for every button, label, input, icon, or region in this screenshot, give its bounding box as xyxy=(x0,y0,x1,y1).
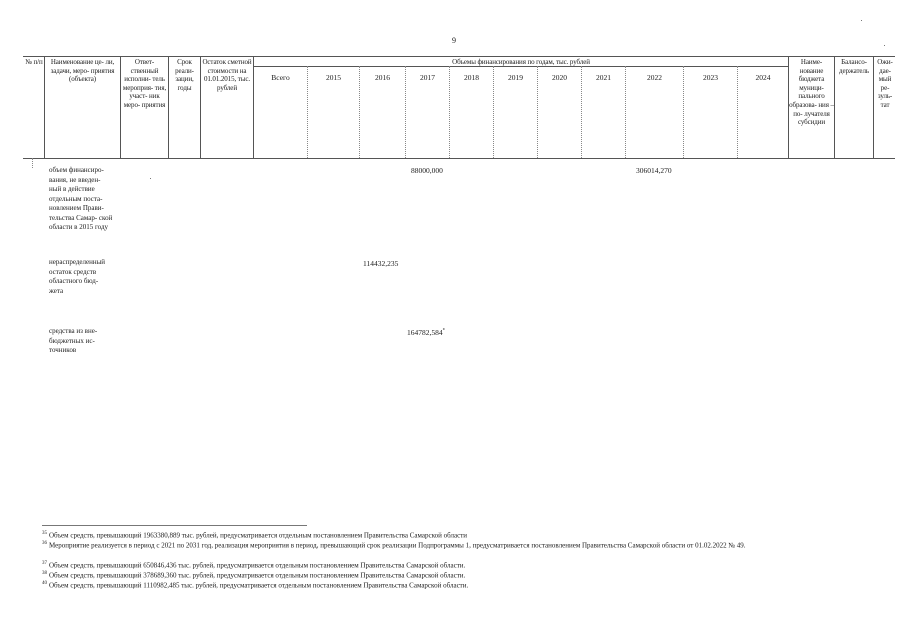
header-year: 2022 xyxy=(647,73,662,82)
header-responsible: Ответ- ственный исполни- тель мероприя- тия, участ- ник меро- приятия xyxy=(122,58,167,109)
header-bottom-border xyxy=(23,158,895,159)
header-year: 2019 xyxy=(508,73,523,82)
header-balance-holder: Балансо- держатель xyxy=(839,58,869,75)
header-year: 2018 xyxy=(464,73,479,82)
header-term: Срок реали- зации, годы xyxy=(175,58,194,92)
scan-speck xyxy=(150,178,151,179)
table-top-border xyxy=(23,56,895,57)
page-number: 9 xyxy=(452,36,456,45)
header-year: 2020 xyxy=(552,73,567,82)
header-number: № п/п xyxy=(25,58,43,66)
row-label: объем финансиро- вания, не введен- ный в действие отдельным поста- новлением Прави- тельства Самар- ской области в 2015 году xyxy=(49,166,113,231)
footnote: $^{38}$ Объем средств, превышающий 378689,360 тыс. рублей, предусматривается отдельным постановлением Правительства Самарской области. xyxy=(42,571,466,580)
footnote: $^{37}$ Объем средств, превышающий 650846,436 тыс. рублей, предусматривается отдельным постановлением Правительства Самарской области. xyxy=(42,561,466,570)
footnote: $^{35}$ Объем средств, превышающий 1963380,889 тыс. рублей, предусматривается отдельным постановлением Правительства Самарской области xyxy=(42,531,468,540)
header-year: 2023 xyxy=(703,73,718,82)
row-label: нераспределенный остаток средств областного бюд- жета xyxy=(49,258,106,295)
row-sep xyxy=(32,158,33,168)
header-year: 2021 xyxy=(596,73,611,82)
header-remaining-cost: Остаток сметной стоимости на 01.01.2015, тыс. рублей xyxy=(202,58,252,92)
header-funding-volumes: Объемы финансирования по годам, тыс. рублей xyxy=(452,58,590,66)
col-sep xyxy=(253,56,254,158)
header-year: 2024 xyxy=(755,73,771,82)
header-year: 2016 xyxy=(375,73,390,82)
header-name: Наименование це- ли, задачи, меро- приятия (объекта) xyxy=(50,58,115,84)
footnote: $^{40}$ Объем средств, превышающий 1110982,485 тыс. рублей, предусматривается отдельным постановлением Правительства Самарской области. xyxy=(42,581,469,590)
row-value-2022: 306014,270 xyxy=(636,166,672,175)
header-total: Всего xyxy=(271,73,290,82)
header-year: 2015 xyxy=(326,73,341,82)
footnote: $^{36}$ Мероприятие реализуется в период с 2021 по 2031 год, реализация мероприятия в период, превышающий срок реализации Подпрограммы 1, предусматривается постановлением Правительства Самарской области от 01.02.2022 № 49. xyxy=(42,541,746,550)
footnote-divider xyxy=(42,525,307,526)
footnote-marker: * xyxy=(442,328,446,334)
header-budget-recipient: Наиме- нование бюджета муници- пального образова- ния – по- лучателя субсидии xyxy=(789,58,834,127)
row-value-2017: 88000,000 xyxy=(411,166,443,175)
scan-speck xyxy=(861,20,862,21)
header-year: 2017 xyxy=(420,73,435,82)
scan-speck xyxy=(884,45,885,46)
header-expected-result: Ожи- дае- мый ре- зуль- тат xyxy=(877,58,893,109)
row-label: средства из вне- бюджетных ис- точников xyxy=(49,327,98,354)
row-value-2017: 164782,584* xyxy=(407,328,446,337)
row-value-2016: 114432,235 xyxy=(363,259,399,268)
